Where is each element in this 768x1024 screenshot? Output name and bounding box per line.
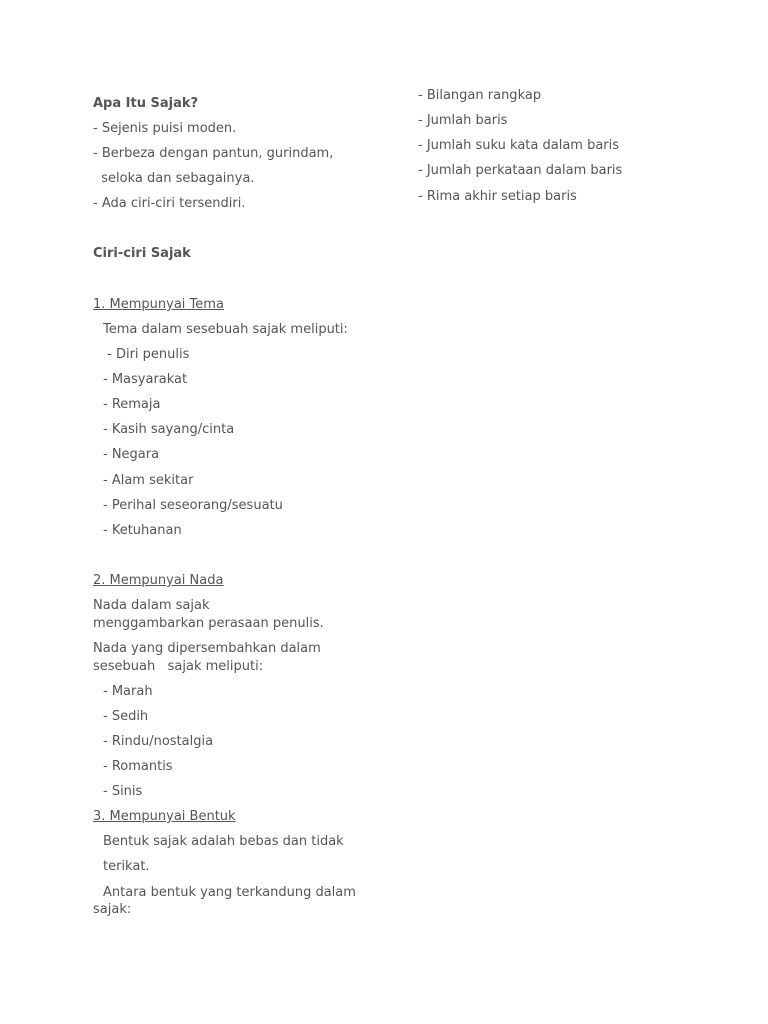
paragraph-line: sesebuah sajak meliputi: — [93, 659, 264, 674]
features-heading: Ciri-ciri Sajak — [93, 246, 191, 261]
intro-item: - Ada ciri-ciri tersendiri. — [93, 196, 246, 211]
section-heading-bentuk: 3. Mempunyai Bentuk — [93, 809, 236, 824]
list-item: - Kasih sayang/cinta — [103, 422, 235, 437]
list-item: - Perihal seseorang/sesuatu — [103, 498, 283, 513]
list-item: - Diri penulis — [103, 347, 190, 362]
list-item: - Romantis — [103, 759, 173, 774]
paragraph-line: Antara bentuk yang terkandung dalam — [103, 885, 356, 900]
paragraph-line: Nada yang dipersembahkan dalam — [93, 641, 321, 656]
list-item: - Jumlah baris — [418, 113, 508, 128]
intro-item: seloka dan sebagainya. — [93, 171, 255, 186]
list-item: - Rindu/nostalgia — [103, 734, 214, 749]
section-heading-nada: 2. Mempunyai Nada — [93, 573, 224, 588]
list-item: - Ketuhanan — [103, 523, 182, 538]
list-item: - Sedih — [103, 709, 149, 724]
paragraph-line: Bentuk sajak adalah bebas dan tidak — [103, 834, 344, 849]
list-item: - Jumlah suku kata dalam baris — [418, 138, 620, 153]
intro-item: - Sejenis puisi moden. — [93, 121, 237, 136]
intro-item: - Berbeza dengan pantun, gurindam, — [93, 146, 334, 161]
paragraph-line: sajak: — [93, 902, 132, 917]
list-item: - Alam sekitar — [103, 473, 194, 488]
section-heading-tema: 1. Mempunyai Tema — [93, 297, 224, 312]
list-item: - Masyarakat — [103, 372, 188, 387]
section-lead: Tema dalam sesebuah sajak meliputi: — [103, 322, 348, 337]
list-item: - Marah — [103, 684, 153, 699]
intro-heading: Apa Itu Sajak? — [93, 96, 199, 111]
paragraph-line: Nada dalam sajak — [93, 598, 210, 613]
list-item: - Jumlah perkataan dalam baris — [418, 163, 623, 178]
list-item: - Bilangan rangkap — [418, 88, 542, 103]
list-item: - Sinis — [103, 784, 143, 799]
paragraph-line: menggambarkan perasaan penulis. — [93, 616, 324, 631]
list-item: - Negara — [103, 447, 160, 462]
paragraph-line: terikat. — [103, 859, 150, 874]
list-item: - Rima akhir setiap baris — [418, 189, 577, 204]
list-item: - Remaja — [103, 397, 161, 412]
